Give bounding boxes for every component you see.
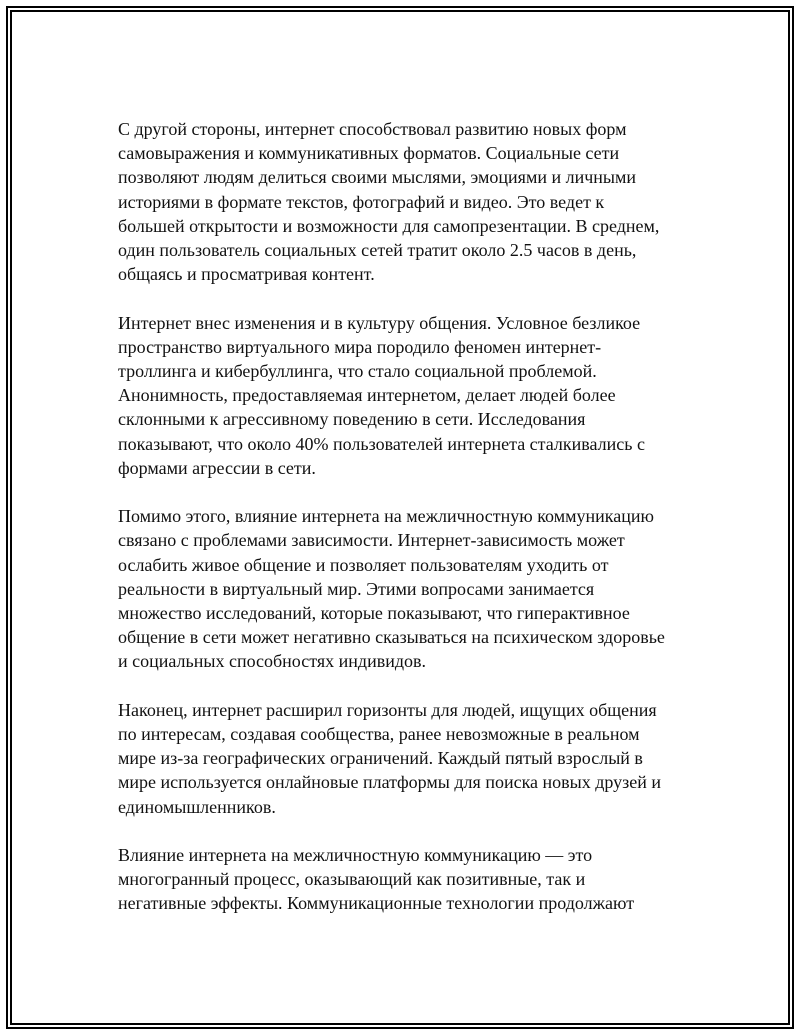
paragraph-conclusion	[118, 843, 688, 916]
text-line: Анонимность, предоставляемая интернетом, делает людей более	[118, 385, 616, 406]
document-body	[118, 117, 688, 940]
text-line: мире используется онлайновые платформы для поиска новых друзей и	[118, 772, 662, 793]
text-line: общение в сети может негативно сказываться на психическом здоровье	[118, 627, 665, 648]
text-line: многогранный процесс, оказывающий как позитивные, так и	[118, 869, 586, 890]
text-line: множество исследований, которые показывают, что гиперактивное	[118, 603, 630, 624]
text-line: троллинга и кибербуллинга, что стало социальной проблемой.	[118, 361, 597, 382]
text-line: ослабить живое общение и позволяет пользователям уходить от	[118, 554, 609, 575]
text-line: историями в формате текстов, фотографий и видео. Это ведет к	[118, 191, 605, 212]
text-line: склонными к агрессивному поведению в сети. Исследования	[118, 409, 586, 430]
text-line: Влияние интернета на межличностную коммуникацию — это	[118, 845, 593, 866]
paragraph-interest-communities	[118, 698, 688, 819]
text-line: формами агрессии в сети.	[118, 457, 316, 478]
text-line: негативные эффекты. Коммуникационные технологии продолжают	[118, 893, 635, 914]
text-line: единомышленников.	[118, 796, 276, 817]
text-line: Наконец, интернет расширил горизонты для людей, ищущих общения	[118, 699, 657, 720]
text-line: большей открытости и возможности для самопрезентации. В среднем,	[118, 215, 660, 236]
text-line: реальности в виртуальный мир. Этими вопросами занимается	[118, 578, 595, 599]
text-line: самовыражения и коммуникативных форматов. Социальные сети	[118, 143, 620, 164]
text-line: по интересам, создавая сообщества, ранее невозможные в реальном	[118, 724, 640, 745]
paragraph-communication-culture	[118, 311, 688, 480]
text-line: мире из-за географических ограничений. Каждый пятый взрослый в	[118, 748, 643, 769]
text-line: С другой стороны, интернет способствовал развитию новых форм	[118, 119, 627, 139]
text-line: связано с проблемами зависимости. Интернет-зависимость может	[118, 530, 625, 551]
paragraph-social-media	[118, 117, 688, 286]
text-line: Интернет внес изменения и в культуру общения. Условное безликое	[118, 312, 641, 333]
text-line: и социальных способностях индивидов.	[118, 651, 426, 672]
text-line: показывают, что около 40% пользователей интернета сталкивались с	[118, 433, 645, 454]
paragraph-internet-addiction	[118, 504, 688, 673]
text-line: пространство виртуального мира породило феномен интернет-	[118, 336, 602, 357]
text-line: Помимо этого, влияние интернета на межличностную коммуникацию	[118, 506, 654, 527]
text-line: один пользователь социальных сетей тратит около 2.5 часов в день,	[118, 240, 637, 261]
text-line: общаясь и просматривая контент.	[118, 264, 375, 285]
text-line: позволяют людям делиться своими мыслями, эмоциями и личными	[118, 167, 637, 188]
